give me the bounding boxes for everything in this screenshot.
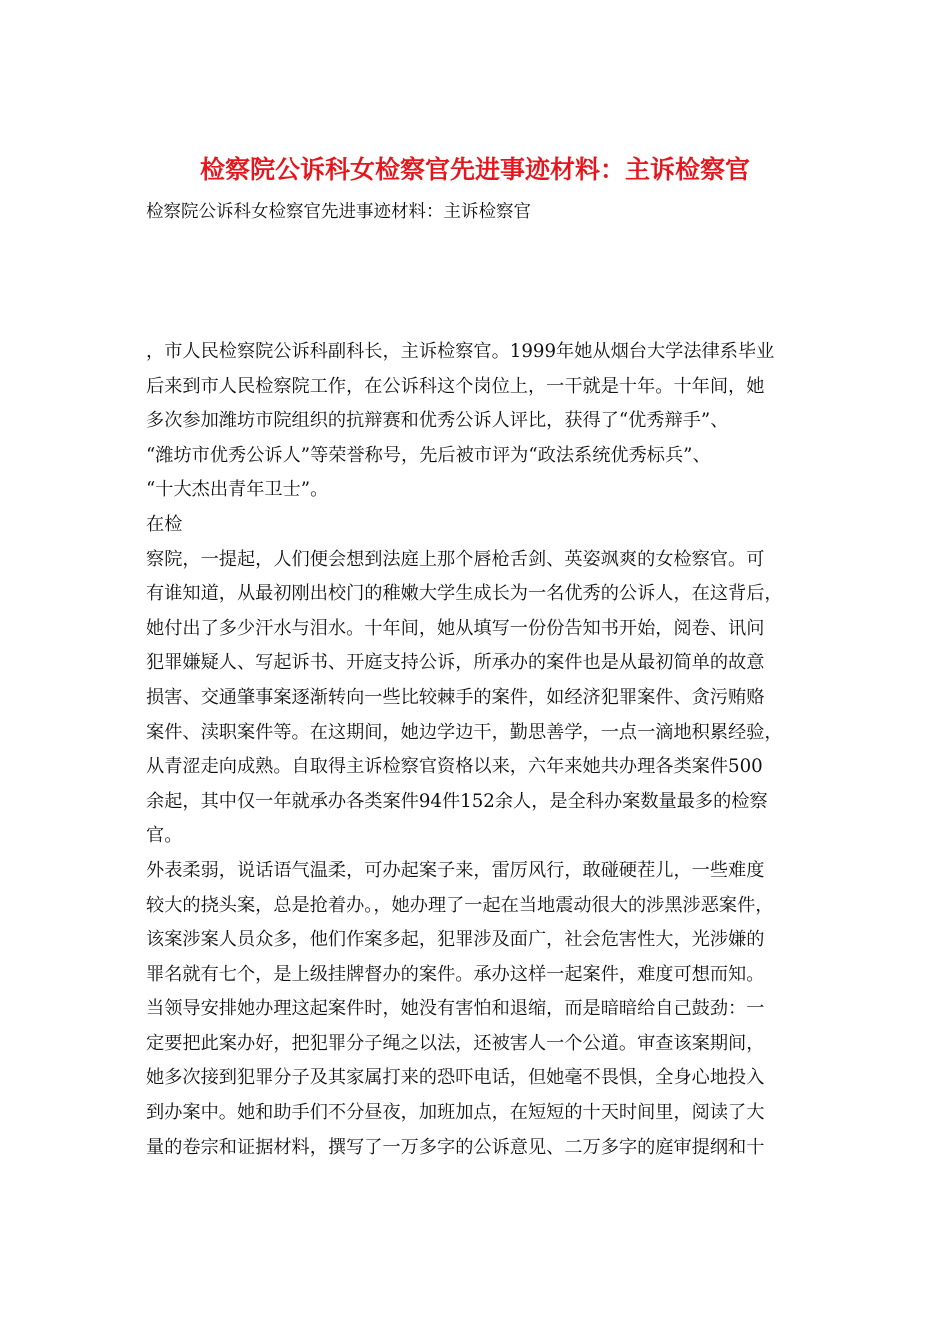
- body-text-line: 官。: [146, 825, 183, 847]
- body-text-line: 到办案中。她和助手们不分昼夜，加班加点，在短短的十天时间里，阅读了大: [146, 1102, 765, 1124]
- body-text-line: 外表柔弱，说话语气温柔，可办起案子来，雷厉风行，敢碰硬茬儿，一些难度: [146, 859, 765, 881]
- body-text-line: 她多次接到犯罪分子及其家属打来的恐吓电话，但她毫不畏惧，全身心地投入: [146, 1067, 765, 1089]
- document-body: [146, 335, 811, 1165]
- body-text-line: 后来到市人民检察院工作，在公诉科这个岗位上，一干就是十年。十年间，她: [146, 375, 765, 397]
- body-text-line: 较大的挠头案，总是抢着办。，她办理了一起在当地震动很大的涉黑涉恶案件，: [146, 894, 774, 916]
- body-text-line: 犯罪嫌疑人、写起诉书、开庭支持公诉，所承办的案件也是从最初简单的故意: [146, 652, 765, 674]
- body-text-line: 察院，一提起，人们便会想到法庭上那个唇枪舌剑、英姿飒爽的女检察官。可: [146, 548, 765, 570]
- body-text-line: 在检: [146, 513, 183, 535]
- body-text-line: 量的卷宗和证据材料，撰写了一万多字的公诉意见、二万多字的庭审提纲和十: [146, 1136, 765, 1158]
- body-text-line: 当领导安排她办理这起案件时，她没有害怕和退缩，而是暗暗给自己鼓劲：一: [146, 998, 765, 1020]
- body-text-line: 余起，其中仅一年就承办各类案件94件152余人，是全科办案数量最多的检察: [146, 790, 768, 812]
- body-text-line: 罪名就有七个，是上级挂牌督办的案件。承办这样一起案件，难度可想而知。: [146, 963, 765, 985]
- body-text-line: 从青涩走向成熟。自取得主诉检察官资格以来，六年来她共办理各类案件500: [146, 756, 763, 778]
- body-text-line: 有谁知道，从最初刚出校门的稚嫩大学生成长为一名优秀的公诉人，在这背后，: [146, 583, 783, 605]
- body-text-line: 该案涉案人员众多，他们作案多起，犯罪涉及面广，社会危害性大，光涉嫌的: [146, 929, 765, 951]
- body-text-line: “潍坊市优秀公诉人”等荣誉称号，先后被市评为“政法系统优秀标兵”、: [146, 444, 711, 466]
- body-text-line: 案件、渎职案件等。在这期间，她边学边干，勤思善学，一点一滴地积累经验，: [146, 721, 783, 743]
- body-text-line: “十大杰出青年卫士”。: [146, 479, 329, 501]
- document-title: 检察院公诉科女检察官先进事迹材料：主诉检察官: [199, 155, 750, 184]
- body-text-line: 她付出了多少汗水与泪水。十年间，她从填写一份份告知书开始，阅卷、讯问: [146, 617, 765, 639]
- body-text-line: ，市人民检察院公诉科副科长，主诉检察官。1999年她从烟台大学法律系毕业: [146, 341, 775, 362]
- body-text-line: 多次参加潍坊市院组织的抗辩赛和优秀公诉人评比，获得了“优秀辩手”、: [146, 410, 729, 432]
- document-subtitle: 检察院公诉科女检察官先进事迹材料：主诉检察官: [146, 202, 531, 222]
- body-text-line: 定要把此案办好，把犯罪分子绳之以法，还被害人一个公道。审查该案期间，: [146, 1032, 765, 1054]
- body-text-line: 损害、交通肇事案逐渐转向一些比较棘手的案件，如经济犯罪案件、贪污贿赂: [146, 686, 765, 708]
